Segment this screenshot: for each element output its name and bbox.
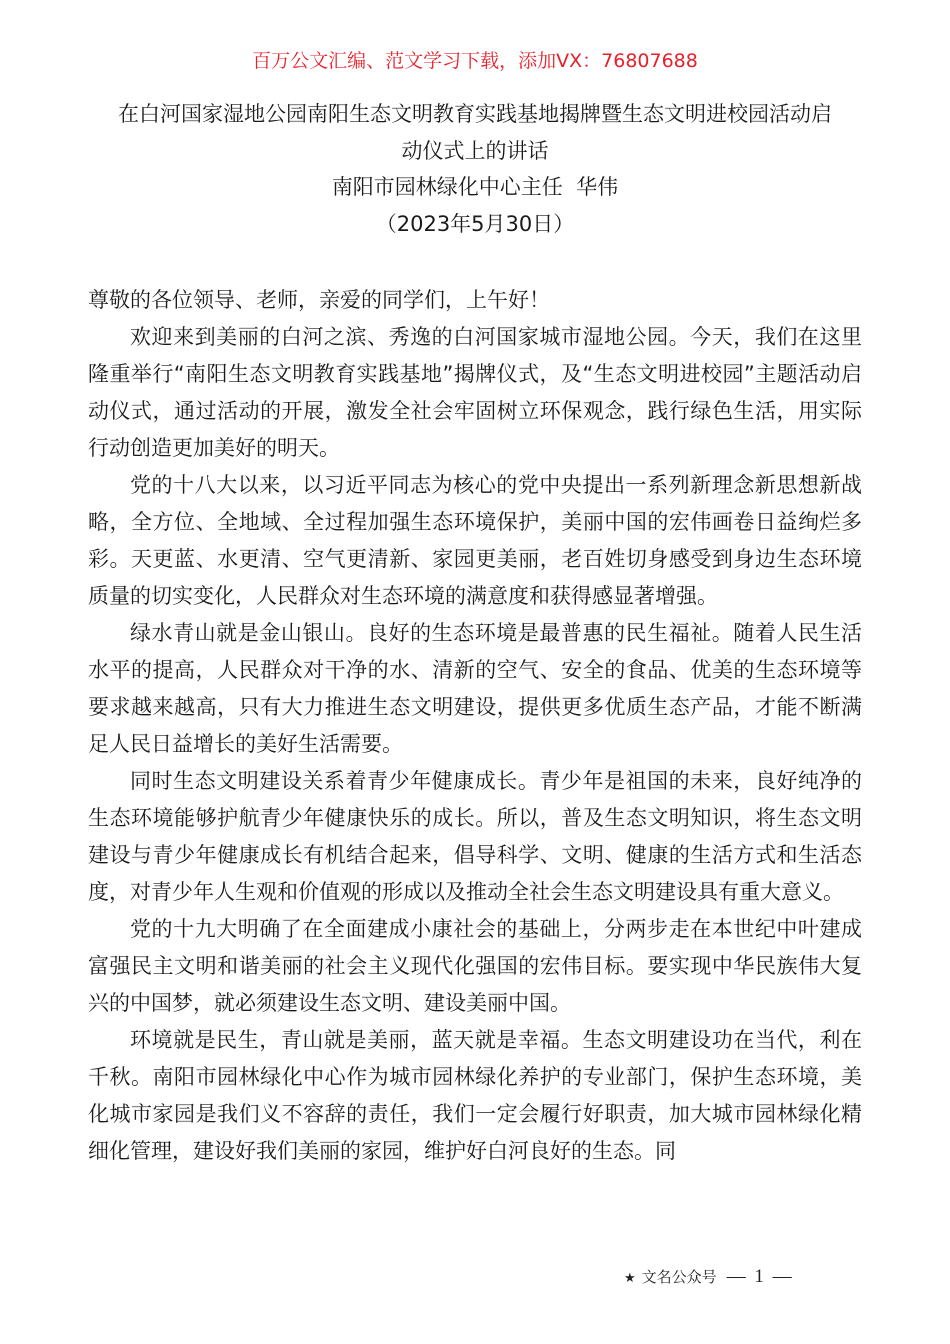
document-header bbox=[88, 96, 862, 242]
salutation: 尊敬的各位领导、老师，亲爱的同学们，上午好！ bbox=[88, 288, 550, 312]
paragraph: 环境就是民生，青山就是美丽，蓝天就是幸福。生态文明建设功在当代，利在千秋。南阳市园林绿化中心作为城市园林绿化养护的专业部门，保护生态环境，美化城市家园是我们义不容辞的责任，我们一定会履行好职责，加大城市园林绿化精细化管理，建设好我们美丽的家园，维护好白河良好的生态。同 bbox=[88, 1028, 862, 1163]
document-title-line-1: 在白河国家湿地公园南阳生态文明教育实践基地揭牌暨生态文明进校园活动启 bbox=[118, 102, 832, 126]
footer-source: 文名公众号 bbox=[641, 1268, 717, 1286]
document-title-line-2: 动仪式上的讲话 bbox=[401, 138, 549, 163]
page-footer bbox=[624, 1266, 794, 1288]
star-icon: ★ bbox=[624, 1271, 636, 1286]
speaker-line: 南阳市园林绿化中心主任 华伟 bbox=[331, 175, 619, 199]
paragraph: 绿水青山就是金山银山。良好的生态环境是最普惠的民生福祉。随着人民生活水平的提高，人民群众对干净的水、清新的空气、安全的食品、优美的生态环境等要求越来越高，只有大力推进生态文明建设，提供更多优质生态产品，才能不断满足人民日益增长的美好生活需要。 bbox=[88, 621, 862, 756]
speech-body bbox=[88, 282, 862, 1170]
paragraph: 同时生态文明建设关系着青少年健康成长。青少年是祖国的未来，良好纯净的生态环境能够护航青少年健康快乐的成长。所以，普及生态文明知识，将生态文明建设与青少年健康成长有机结合起来，倡导科学、文明、健康的生活方式和生活态度，对青少年人生观和价值观的形成以及推动全社会生态文明建设具有重大意义。 bbox=[88, 769, 862, 904]
paragraph: 党的十九大明确了在全面建成小康社会的基础上，分两步走在本世纪中叶建成富强民主文明和谐美丽的社会主义现代化强国的宏伟目标。要实现中华民族伟大复兴的中国梦，就必须建设生态文明、建设美丽中国。 bbox=[88, 917, 862, 1015]
page-number: — 1 — bbox=[726, 1266, 794, 1287]
paragraph: 党的十八大以来，以习近平同志为核心的党中央提出一系列新理念新思想新战略，全方位、全地域、全过程加强生态环境保护，美丽中国的宏伟画卷日益绚烂多彩。天更蓝、水更清、空气更清新、家园更美丽，老百姓切身感受到身边生态环境质量的切实变化，人民群众对生态环境的满意度和获得感显著增强。 bbox=[88, 473, 862, 608]
paragraph: 欢迎来到美丽的白河之滨、秀逸的白河国家城市湿地公园。今天，我们在这里隆重举行“南阳生态文明教育实践基地”揭牌仪式，及“生态文明进校园”主题活动启动仪式，通过活动的开展，激发全社会牢固树立环保观念，践行绿色生活，用实际行动创造更加美好的明天。 bbox=[88, 325, 862, 460]
speech-date: （2023年5月30日） bbox=[375, 211, 575, 236]
watermark-banner: 百万公文汇编、范文学习下载，添加VX：76807688 bbox=[252, 50, 698, 72]
